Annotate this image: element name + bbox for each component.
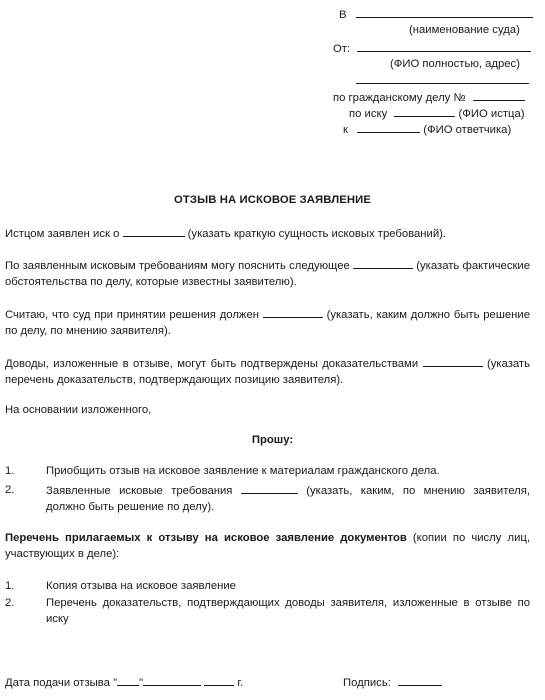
month-blank — [143, 674, 201, 686]
request-item-2-text-a: Заявленные исковые требования — [46, 485, 233, 497]
date-label: Дата подачи отзыва " — [5, 677, 118, 689]
case-number-line — [333, 89, 525, 106]
claim-prefix: по иску — [349, 108, 388, 120]
p2-blank — [353, 257, 413, 269]
list-text: Копия отзыва на исковое заявление — [46, 580, 236, 592]
list-number: 1. — [5, 580, 15, 592]
paragraph-evidence — [5, 355, 530, 388]
case-number-label: по гражданскому делу № — [333, 92, 466, 104]
from-address-line — [356, 72, 529, 89]
list-number: 2. — [5, 484, 15, 496]
to-prefix: В — [339, 9, 347, 21]
court-caption: (наименование суда) — [409, 24, 520, 36]
p3-text-a: Считаю, что суд при принятии решения должен — [5, 309, 259, 321]
from-blank — [357, 40, 531, 52]
p2-text-b: (указать фактические обстоятельства по делу, которые известны заявителю). — [5, 260, 531, 288]
paragraph-conclusion: На основании изложенного, — [5, 404, 152, 416]
request-item-2-text-b: (указать, каким, по мнению заявителя, должно быть решение по делу). — [46, 485, 531, 513]
p2-text-a: По заявленным исковым требованиям могу пояснить следующее — [5, 260, 350, 272]
address-blank — [356, 72, 529, 84]
signature-field — [343, 674, 442, 691]
plaintiff-caption: (ФИО истца) — [458, 108, 525, 120]
document-footer — [5, 674, 530, 691]
attachments-heading-rest: (копии по числу лиц, участвующих в деле): — [5, 532, 530, 560]
p1-text-a: Истцом заявлен иск о — [5, 228, 120, 240]
court-blank — [356, 6, 533, 18]
request-item-1 — [5, 463, 530, 479]
p4-text-a: Доводы, изложенные в отзыве, могут быть подтверждены доказательствами — [5, 358, 419, 370]
from-line — [333, 40, 531, 57]
attachments-heading — [5, 530, 530, 562]
date-quote: " — [139, 677, 144, 689]
paragraph-claim — [5, 225, 530, 242]
list-number: 1. — [5, 465, 15, 477]
p3-blank — [263, 306, 323, 318]
list-text — [46, 482, 530, 515]
from-caption: (ФИО полностью, адрес) — [390, 58, 520, 70]
defendant-blank — [357, 121, 420, 133]
day-blank — [117, 674, 139, 686]
from-prefix: От: — [333, 43, 351, 55]
plaintiff-line — [349, 105, 525, 122]
list-text: Перечень доказательств, подтверждающих доводы заявителя, изложенные в отзыве по иску — [46, 597, 530, 625]
signature-blank — [398, 674, 442, 686]
request-heading: Прошу: — [251, 434, 294, 446]
attachments-heading-bold: Перечень прилагаемых к отзыву на исковое заявление документов — [5, 532, 407, 544]
list-number: 2. — [5, 597, 15, 609]
defendant-caption: (ФИО ответчика) — [423, 124, 512, 136]
p4-text-b: (указать перечень доказательств, подтверждающих позицию заявителя). — [5, 358, 530, 386]
court-line — [339, 6, 533, 23]
request-item-2 — [5, 482, 530, 514]
plaintiff-blank — [394, 105, 455, 117]
p1-text-b: (указать краткую сущность исковых требований). — [187, 228, 447, 240]
attachment-item-1 — [5, 578, 530, 594]
p1-blank — [123, 225, 185, 237]
year-suffix: г. — [237, 677, 244, 689]
year-blank — [204, 674, 234, 686]
defendant-line — [343, 121, 511, 138]
attachment-item-2 — [5, 595, 530, 627]
p3-text-b: (указать, каким должно быть решение по делу, по мнению заявителя). — [5, 309, 531, 337]
request-item-2-blank — [241, 482, 298, 494]
date-field — [5, 677, 243, 689]
document-title: ОТЗЫВ НА ИСКОВОЕ ЗАЯВЛЕНИЕ — [174, 194, 371, 206]
paragraph-explanation — [5, 257, 530, 290]
signature-label: Подпись: — [343, 677, 391, 689]
paragraph-decision — [5, 306, 530, 339]
defendant-prefix: к — [343, 124, 348, 136]
list-text: Приобщить отзыв на исковое заявление к материалам гражданского дела. — [46, 465, 440, 477]
p4-blank — [423, 355, 483, 367]
case-number-blank — [473, 89, 525, 101]
